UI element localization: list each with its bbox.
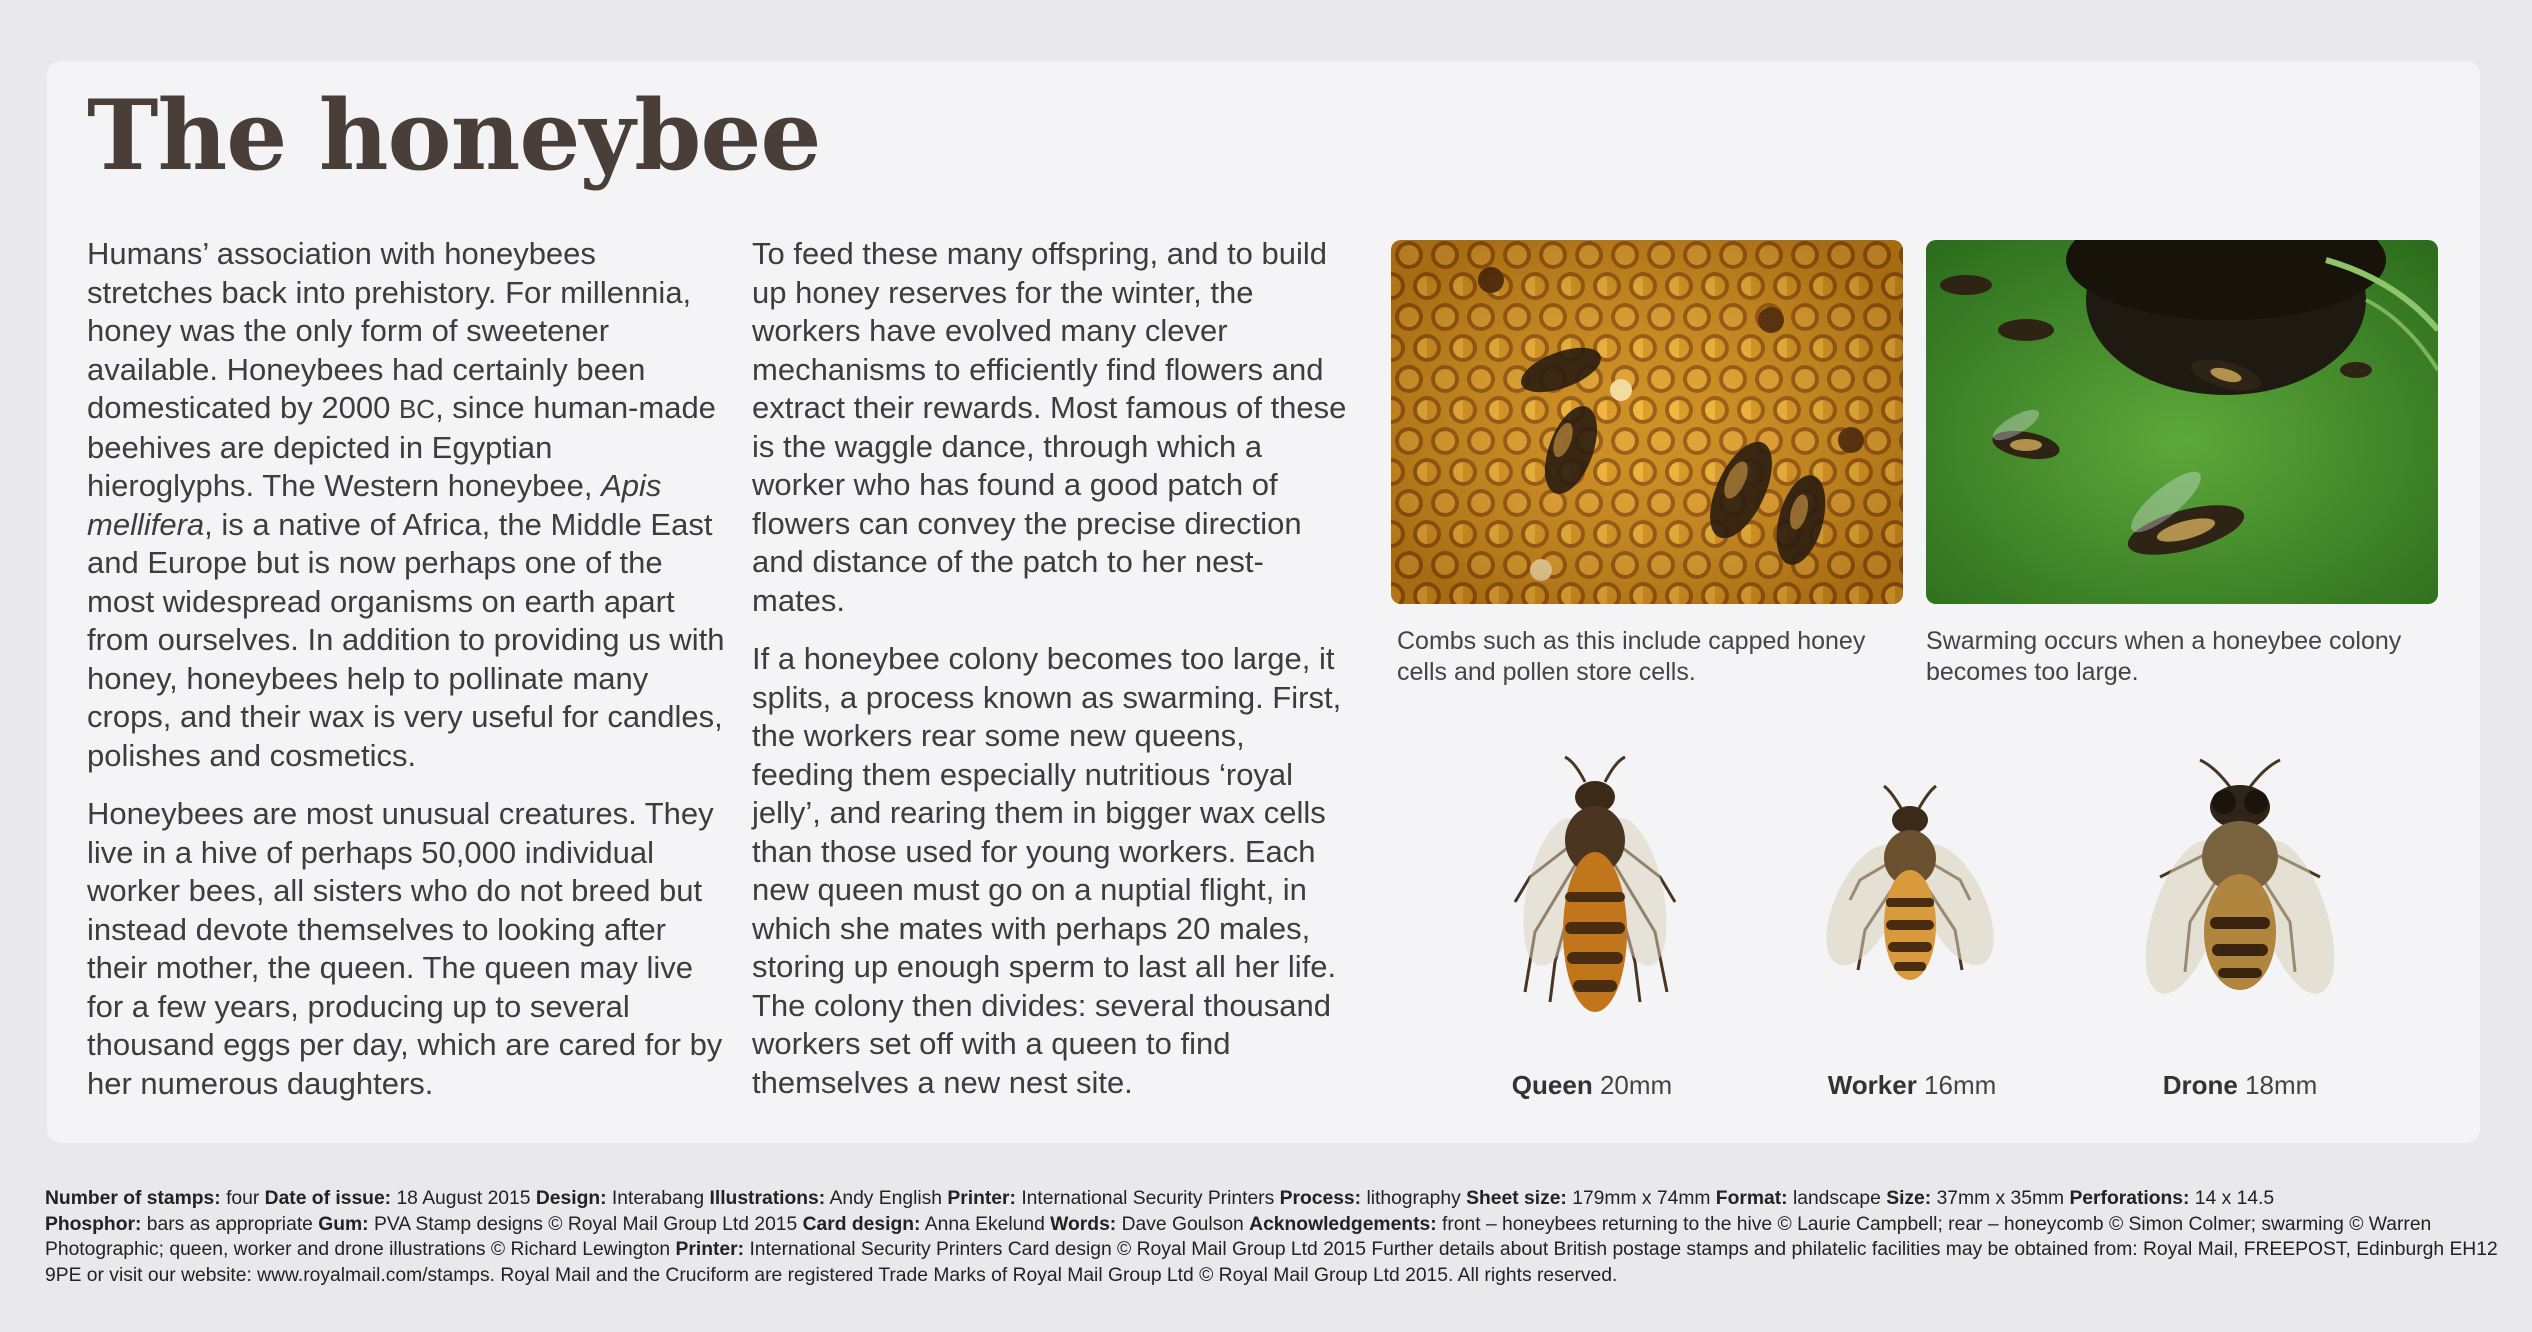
paragraph <box>87 235 727 775</box>
paragraph: If a honeybee colony becomes too large, it splits, a process known as swarming. First, the workers rear some new queens, feeding them especially nutritious ‘royal jelly’, and rearing them in bigger wax cells than those used for young workers. Each new queen must go on a nuptial flight, in which she mates with perhaps 20 males, storing up enough sperm to last all her life. The colony then divides: several thousand workers set off with a queen to find themselves a new nest site. <box>752 641 1342 1100</box>
label: Perforations: <box>2069 1188 2190 1209</box>
queen-bee-illustration <box>1495 752 1695 1032</box>
text-column-1 <box>87 235 727 1123</box>
value: lithography <box>1366 1188 1461 1209</box>
page-title: The honeybee <box>87 79 821 192</box>
bee-size: 20mm <box>1599 1070 1673 1100</box>
honeycomb-photo <box>1391 240 1903 604</box>
label: Design: <box>535 1188 607 1209</box>
bee-name: Queen <box>1511 1070 1593 1100</box>
value: Interabang <box>611 1188 705 1209</box>
value: bars as appropriate <box>146 1213 313 1235</box>
value: four <box>226 1188 260 1209</box>
value: landscape <box>1792 1188 1881 1209</box>
label: Illustrations: <box>709 1188 826 1209</box>
value: 179mm x 74mm <box>1572 1188 1711 1209</box>
label: Sheet size: <box>1466 1188 1567 1209</box>
worker-label <box>1782 1070 2042 1101</box>
value: PVA Stamp designs © Royal Mail Group Ltd 2015 <box>373 1213 798 1235</box>
drone-bee-illustration <box>2130 752 2350 1022</box>
value: 18 August 2015 <box>396 1188 531 1209</box>
swarm-photo <box>1926 240 2438 604</box>
species-name: Apis mellifera <box>87 468 662 542</box>
label: Card design: <box>802 1213 921 1235</box>
label: Printer: <box>675 1239 745 1260</box>
honeycomb-caption: Combs such as this include capped honey cells and pollen store cells. <box>1397 627 1866 686</box>
paragraph: Honeybees are most unusual creatures. They live in a hive of perhaps 50,000 individual worker bees, all sisters who do not breed but instead devote themselves to looking after their mother, the queen. The queen may live for a few years, producing up to several thousand eggs per day, which are cared for by her numerous daughters. <box>87 796 723 1101</box>
label: Phosphor: <box>45 1213 142 1235</box>
label: Words: <box>1050 1213 1117 1235</box>
paragraph: To feed these many offspring, and to build up honey reserves for the winter, the workers have evolved many clever mechanisms to efficiently find flowers and extract their rewards. Most famous of these is the waggle dance, through which a worker who has found a good patch of flowers can convey the precise direction and distance of the patch to her nest-mates. <box>752 236 1347 618</box>
value: 37mm x 35mm <box>1936 1188 2065 1209</box>
label: Date of issue: <box>264 1188 392 1209</box>
label: Acknowledgements: <box>1249 1213 1437 1235</box>
bee-size: 16mm <box>1924 1070 1997 1100</box>
value: Dave Goulson <box>1121 1213 1244 1235</box>
label: Printer: <box>947 1188 1016 1209</box>
queen-label <box>1462 1070 1722 1101</box>
bee-name: Worker <box>1827 1070 1917 1100</box>
value: International Security Printers Card design © Royal Mail Group Ltd 2015 Further details about British postage stamps and philatelic facilities may be obtained from: Royal Mail, FREEPOST, Edinburgh EH12 9PE or visit our website: www.royalmail.com/stamps. Royal Mail and the Cruciform are registered Trade Marks of Royal Mail Group Ltd © Royal Mail Group Ltd 2015. All rights reserved. <box>45 1239 2498 1286</box>
label: Format: <box>1715 1188 1788 1209</box>
label: Gum: <box>318 1213 369 1235</box>
stamp-details-footer <box>45 1186 2505 1288</box>
text: , since human-made beehives are depicted in Egyptian hieroglyphs. The Western honeybee, <box>87 390 716 503</box>
label: Process: <box>1279 1188 1362 1209</box>
text: BC <box>398 394 436 424</box>
label: Size: <box>1886 1188 1932 1209</box>
value: Andy English <box>829 1188 943 1209</box>
swarm-caption: Swarming occurs when a honeybee colony becomes too large. <box>1926 627 2402 686</box>
text: , is a native of Africa, the Middle East and Europe but is now perhaps one of the most widespread organisms on earth apart from ourselves. In addition to providing us with honey, honeybees help to pollinate many crops, and their wax is very useful for candles, polishes and cosmetics. <box>87 506 725 773</box>
value: front – honeybees returning to the hive © Laurie Campbell; rear – honeycomb © Simon Colmer; swarming © Warren Photographic; queen, worker and drone illustrations © Richard Lewington <box>45 1213 2432 1260</box>
text-column-2 <box>752 235 1352 1122</box>
label: Number of stamps: <box>45 1188 221 1209</box>
bee-name: Drone <box>2162 1070 2238 1100</box>
value: Anna Ekelund <box>924 1213 1045 1235</box>
text: Humans’ association with honeybees stretches back into prehistory. For millennia, honey was the only form of sweetener available. Honeybees had certainly been domesticated by 2000 <box>87 236 692 425</box>
value: 14 x 14.5 <box>2194 1188 2275 1209</box>
bee-size: 18mm <box>2245 1070 2318 1100</box>
worker-bee-illustration <box>1820 780 2000 1000</box>
drone-label <box>2110 1070 2370 1101</box>
value: International Security Printers <box>1021 1188 1275 1209</box>
